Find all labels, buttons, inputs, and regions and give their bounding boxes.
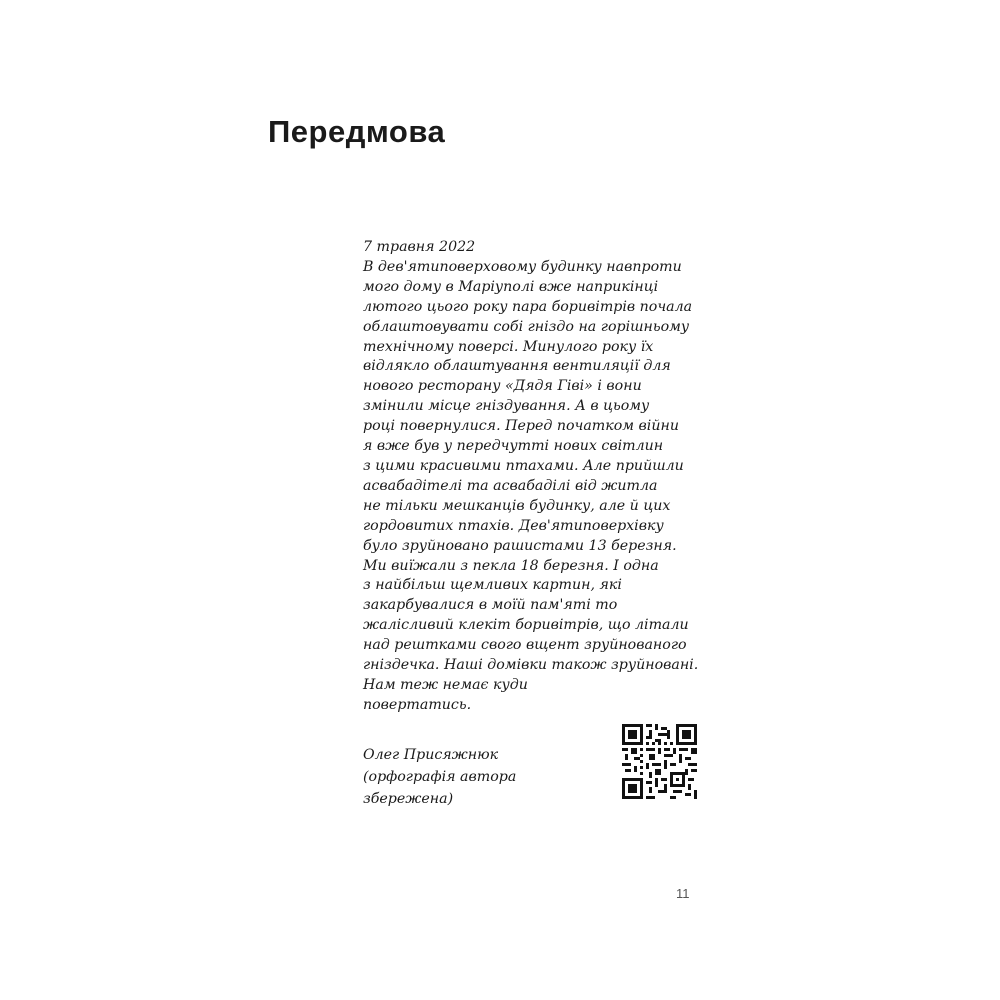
body-line: асвабадітелі та асвабаділі від житла [363, 477, 658, 494]
author-signature [363, 744, 583, 810]
body-line: не тільки мешканців будинку, але й цих [363, 497, 671, 514]
body-line: Нам теж немає куди [363, 676, 528, 693]
body-line: закарбувалися в моїй пам'яті то [363, 597, 618, 614]
body-line: технічному поверсі. Минулого року їх [363, 338, 654, 355]
body-line: з найбільш щемливих картин, які [363, 577, 622, 594]
body-line: змінили місце гніздування. А в цьому [363, 398, 650, 415]
body-line: році повернулися. Перед початком війни [363, 418, 679, 435]
body-line: я вже був у передчутті нових світлин [363, 438, 664, 455]
body-line: було зруйновано рашистами 13 березня. [363, 537, 677, 554]
qr-code-icon[interactable] [622, 724, 697, 799]
body-line: над рештками свого вщент зруйнованого [363, 637, 687, 654]
page-title: Передмова [268, 114, 446, 149]
body-line: лютого цього року пара боривітрів почала [363, 298, 693, 315]
body-line: Ми виїжали з пекла 18 березня. І одна [363, 557, 659, 574]
body-line: мого дому в Маріуполі вже наприкінці [363, 278, 659, 295]
body-line: нового ресторану «Дядя Гіві» і вони [363, 378, 642, 395]
page-number: 11 [676, 886, 690, 901]
body-line: В дев'ятиповерховому будинку навпроти [363, 258, 682, 275]
author-note: (орфографія автора [363, 769, 517, 785]
body-line: відлякло облаштування вентиляції для [363, 358, 671, 375]
body-line: повертатись. [363, 696, 472, 713]
body-line: облаштовувати собі гніздо на горішньому [363, 318, 690, 335]
author-name: Олег Присяжнюк [363, 747, 499, 763]
author-note: збережена) [363, 791, 454, 807]
body-line: гніздечка. Наші домівки також зруйновані. [363, 657, 699, 674]
body-line: жалісливий клекіт боривітрів, що літали [363, 617, 689, 634]
preface-body [363, 238, 703, 716]
body-line: гордовитих птахів. Дев'ятиповерхівку [363, 517, 664, 534]
body-line: з цими красивими птахами. Але прийшли [363, 457, 684, 474]
date-line: 7 травня 2022 [363, 239, 476, 255]
